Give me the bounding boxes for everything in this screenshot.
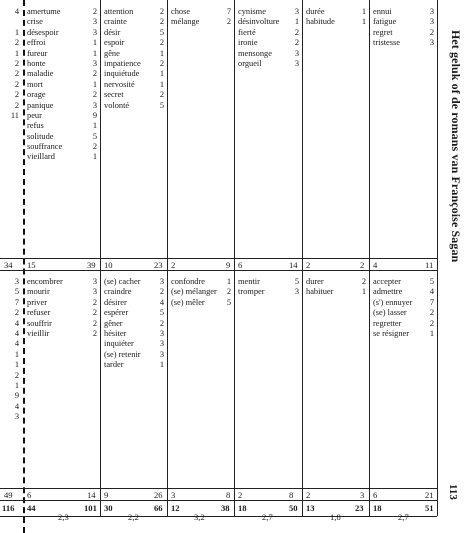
average-value: 1,8 [330, 512, 341, 522]
word-row [104, 28, 164, 38]
word: hésiter [104, 328, 127, 338]
top-column-1 [27, 7, 97, 163]
word-count: 2 [429, 318, 434, 328]
word: confondre [171, 277, 205, 286]
bottom-total: 2 [238, 490, 243, 500]
average-value: 2,3 [58, 512, 69, 522]
word-row [104, 17, 164, 27]
word-row [27, 49, 97, 59]
word: mourir [27, 287, 50, 297]
word-count: 3 [429, 7, 434, 16]
word: inquiétude [104, 69, 140, 79]
word-row [27, 298, 97, 308]
word: (se) retenir [104, 349, 141, 359]
margin-number: 9 [14, 391, 19, 401]
word-count: 1 [92, 121, 97, 131]
word-count: 5 [159, 308, 164, 318]
average-value: 2,7 [262, 512, 273, 522]
word-row [27, 7, 97, 17]
bottom-column-4 [238, 277, 299, 298]
word-row [373, 7, 434, 17]
grand-total: 23 [355, 503, 364, 513]
word-row [27, 142, 97, 152]
margin-number: 1 [14, 48, 19, 58]
word-row [306, 7, 366, 17]
word: gêner [104, 318, 123, 328]
word-count: 2 [226, 17, 231, 27]
margin-number [0, 132, 20, 142]
word: tristesse [373, 38, 400, 48]
word-count: 1 [361, 287, 366, 297]
word: tromper [238, 287, 265, 297]
margin-number: 3 [14, 412, 19, 422]
top-total: 2 [171, 260, 176, 270]
word-count: 2 [159, 90, 164, 100]
grand-total: 116 [2, 503, 15, 513]
word: crise [27, 17, 43, 27]
grand-total: 50 [289, 503, 298, 513]
top-total: 6 [238, 260, 243, 270]
word-count: 3 [92, 17, 97, 27]
left-margin-numbers-top [0, 7, 20, 163]
word: nervosité [104, 79, 135, 89]
page-number: 113 [447, 484, 459, 500]
word-row [27, 101, 97, 111]
margin-number [0, 142, 20, 152]
column-divider [437, 0, 438, 516]
word-count: 2 [92, 90, 97, 100]
word: mort [27, 79, 43, 89]
word: (se) mélanger [171, 287, 217, 297]
word: amertume [27, 7, 61, 16]
word-row [27, 308, 97, 318]
word: gêne [104, 48, 120, 58]
margin-number: 1 [14, 349, 19, 359]
word-row [27, 90, 97, 100]
word: panique [27, 100, 54, 110]
word-count: 2 [429, 27, 434, 37]
word-row [238, 28, 299, 38]
word-row [238, 277, 299, 287]
margin-number: 1 [14, 27, 19, 37]
word-row [238, 59, 299, 69]
word-count: 3 [92, 287, 97, 297]
word-count: 1 [294, 17, 299, 27]
word-row [104, 339, 164, 349]
top-total: 10 [104, 260, 113, 270]
word-row [104, 59, 164, 69]
margin-number: 11 [10, 110, 19, 120]
word-row [373, 28, 434, 38]
word-count: 4 [429, 287, 434, 297]
margin-number: 4 [14, 328, 19, 338]
word-row [104, 80, 164, 90]
bottom-total: 9 [104, 490, 109, 500]
word-count: 2 [294, 38, 299, 48]
word-count: 2 [92, 142, 97, 152]
word: impatience [104, 58, 141, 68]
word-count: 1 [361, 17, 366, 27]
row-divider [0, 500, 437, 501]
margin-number: 4 [14, 339, 19, 349]
top-column-2 [104, 7, 164, 111]
word: habituer [306, 287, 334, 297]
word: désinvolture [238, 17, 280, 27]
word-row [27, 132, 97, 142]
top-column-3 [171, 7, 231, 28]
word-count: 3 [429, 38, 434, 48]
word-count: 5 [294, 277, 299, 286]
word: durée [306, 7, 325, 16]
word: (s') ennuyer [373, 297, 413, 307]
word-count: 2 [92, 7, 97, 16]
word-row [104, 38, 164, 48]
word: se résigner [373, 328, 410, 338]
bottom-total: 3 [360, 490, 365, 500]
word-count: 2 [92, 308, 97, 318]
margin-number: 1 [14, 380, 19, 390]
word-row [104, 69, 164, 79]
word: effroi [27, 38, 46, 48]
word: honte [27, 58, 46, 68]
word-row [104, 101, 164, 111]
bottom-total: 6 [27, 490, 32, 500]
word-row [306, 287, 366, 297]
word-count: 5 [159, 27, 164, 37]
margin-number [0, 152, 20, 162]
word-count: 3 [92, 100, 97, 110]
running-title: Het geluk of de romans van Françoise Sagan [449, 30, 463, 263]
word: (se) cacher [104, 277, 141, 286]
grand-total: 18 [373, 503, 382, 513]
margin-number: 2 [14, 58, 19, 68]
word-count: 5 [159, 100, 164, 110]
word-count: 1 [361, 7, 366, 16]
word-count: 2 [294, 27, 299, 37]
margin-number: 2 [14, 90, 19, 100]
bottom-total: 26 [154, 490, 163, 500]
margin-number: 1 [14, 360, 19, 370]
bottom-column-5 [306, 277, 366, 298]
word-count: 9 [92, 110, 97, 120]
top-column-5 [306, 7, 366, 28]
top-total: 39 [87, 260, 96, 270]
bottom-total: 3 [171, 490, 176, 500]
average-value: 2,2 [128, 512, 139, 522]
left-margin-numbers-bottom [0, 277, 20, 433]
word: peur [27, 110, 42, 120]
word-count: 2 [159, 38, 164, 48]
margin-number: 2 [14, 370, 19, 380]
margin-number: 3 [14, 277, 19, 286]
word: orage [27, 90, 46, 100]
top-total: 15 [27, 260, 36, 270]
word-count: 2 [226, 287, 231, 297]
word-row [171, 287, 231, 297]
word: souffrir [27, 318, 52, 328]
word-row [306, 277, 366, 287]
word: solitude [27, 131, 54, 141]
word-count: 5 [226, 297, 231, 307]
bottom-total: 2 [306, 490, 311, 500]
word-count: 1 [159, 48, 164, 58]
word: volonté [104, 100, 130, 110]
bottom-column-3 [171, 277, 231, 308]
word: ironie [238, 38, 258, 48]
word-row [104, 360, 164, 370]
word-count: 1 [92, 38, 97, 48]
dashed-divider [23, 0, 25, 533]
word-row [27, 319, 97, 329]
word: cynisme [238, 7, 266, 16]
word-row [171, 17, 231, 27]
word-row [373, 38, 434, 48]
word: mensonge [238, 48, 272, 58]
word-count: 3 [92, 27, 97, 37]
word-count: 2 [159, 58, 164, 68]
word: chose [171, 7, 191, 16]
word-count: 2 [92, 328, 97, 338]
word: fierté [238, 27, 256, 37]
word-count: 1 [92, 48, 97, 58]
word-count: 2 [92, 318, 97, 328]
word-count: 3 [294, 7, 299, 16]
word: priver [27, 297, 47, 307]
word: mélange [171, 17, 200, 27]
word-count: 1 [226, 277, 231, 286]
margin-number: 4 [14, 7, 19, 16]
word: inquiéter [104, 339, 134, 349]
word: refuser [27, 308, 51, 318]
bottom-total: 49 [4, 490, 13, 500]
top-total: 9 [226, 260, 231, 270]
top-total: 2 [360, 260, 365, 270]
word-row [238, 287, 299, 297]
top-total: 14 [289, 260, 298, 270]
word: fatigue [373, 17, 397, 27]
margin-number [0, 121, 20, 131]
row-divider [0, 270, 437, 271]
word-count: 1 [429, 328, 434, 338]
average-value: 3,2 [194, 512, 205, 522]
bottom-column-6 [373, 277, 434, 339]
word-count: 2 [361, 277, 366, 286]
word-count: 5 [92, 131, 97, 141]
word-count: 2 [92, 69, 97, 79]
word-count: 1 [159, 69, 164, 79]
word-count: 3 [159, 328, 164, 338]
row-divider [0, 258, 437, 259]
margin-number: 2 [14, 79, 19, 89]
top-total: 23 [154, 260, 163, 270]
word-row [104, 7, 164, 17]
word: attention [104, 7, 134, 16]
word: crainte [104, 17, 127, 27]
word-count: 3 [294, 58, 299, 68]
row-divider [0, 488, 437, 489]
word-count: 2 [159, 17, 164, 27]
word: espérer [104, 308, 129, 318]
word: tarder [104, 360, 124, 370]
word-row [27, 121, 97, 131]
grand-total: 66 [154, 503, 163, 513]
word: vieillard [27, 152, 55, 162]
bottom-total: 8 [226, 490, 231, 500]
word-row [373, 329, 434, 339]
grand-total: 18 [238, 503, 247, 513]
word-row [238, 49, 299, 59]
word-row [104, 287, 164, 297]
word-row [373, 287, 434, 297]
word-row [373, 308, 434, 318]
bottom-total: 8 [289, 490, 294, 500]
margin-number: 2 [14, 69, 19, 79]
word-row [306, 17, 366, 27]
word-count: 3 [294, 48, 299, 58]
average-value: 2,7 [398, 512, 409, 522]
top-total: 2 [306, 260, 311, 270]
word-row [27, 287, 97, 297]
word: encombrer [27, 277, 63, 286]
word-row [27, 17, 97, 27]
grand-total: 13 [306, 503, 315, 513]
margin-number [0, 17, 20, 27]
word-row [27, 277, 97, 287]
word-row [171, 277, 231, 287]
word-count: 4 [159, 297, 164, 307]
word-row [238, 17, 299, 27]
top-total: 11 [425, 260, 434, 270]
word: (se) mêler [171, 297, 205, 307]
bottom-column-2 [104, 277, 164, 371]
word-row [171, 7, 231, 17]
word-row [373, 319, 434, 329]
bottom-column-1 [27, 277, 97, 339]
word: espoir [104, 38, 125, 48]
word-row [104, 298, 164, 308]
word: désespoir [27, 27, 59, 37]
word-row [27, 59, 97, 69]
margin-number [0, 422, 20, 432]
margin-number: 7 [14, 297, 19, 307]
word-count: 1 [92, 79, 97, 89]
word-row [104, 329, 164, 339]
word-row [171, 298, 231, 308]
word: regret [373, 27, 393, 37]
word-row [373, 298, 434, 308]
grand-total: 44 [27, 503, 36, 513]
word-count: 3 [159, 277, 164, 286]
bottom-total: 6 [373, 490, 378, 500]
word-count: 5 [429, 277, 434, 286]
word-count: 3 [92, 58, 97, 68]
word-row [104, 277, 164, 287]
word: ennui [373, 7, 392, 16]
word-count: 3 [159, 339, 164, 349]
grand-total: 38 [221, 503, 230, 513]
word-count: 3 [429, 17, 434, 27]
grand-total: 101 [84, 503, 97, 513]
top-column-4 [238, 7, 299, 69]
margin-number: 5 [14, 287, 19, 297]
word-count: 1 [159, 360, 164, 370]
word-row [27, 329, 97, 339]
word-row [104, 308, 164, 318]
word: vieillir [27, 328, 50, 338]
word-row [27, 38, 97, 48]
top-total: 34 [4, 260, 13, 270]
word-row [104, 319, 164, 329]
word-row [104, 350, 164, 360]
margin-number: 2 [14, 100, 19, 110]
word: souffrance [27, 142, 63, 152]
word-count: 2 [159, 318, 164, 328]
word: maladie [27, 69, 54, 79]
word: habitude [306, 17, 335, 27]
top-total: 4 [373, 260, 378, 270]
word-row [27, 69, 97, 79]
margin-number: 4 [14, 318, 19, 328]
word-row [27, 80, 97, 90]
word: fureur [27, 48, 48, 58]
word: accepter [373, 277, 401, 286]
word-row [104, 49, 164, 59]
word-row [373, 17, 434, 27]
word-count: 1 [159, 79, 164, 89]
word: orgueil [238, 58, 262, 68]
word: refus [27, 121, 44, 131]
word: admettre [373, 287, 403, 297]
word-count: 2 [92, 297, 97, 307]
grand-total: 12 [171, 503, 180, 513]
word-count: 3 [294, 287, 299, 297]
margin-number: 2 [14, 308, 19, 318]
word-row [238, 38, 299, 48]
bottom-total: 14 [87, 490, 96, 500]
word-count: 7 [429, 297, 434, 307]
word-row [27, 152, 97, 162]
top-column-6 [373, 7, 434, 49]
bottom-total: 21 [425, 490, 434, 500]
word-row [238, 7, 299, 17]
word: (se) lasser [373, 308, 407, 318]
word-row [104, 90, 164, 100]
word: désirer [104, 297, 127, 307]
word-count: 1 [92, 152, 97, 162]
word-row [27, 111, 97, 121]
grand-total: 30 [104, 503, 113, 513]
word-count: 2 [159, 287, 164, 297]
grand-total: 51 [425, 503, 434, 513]
word-row [373, 277, 434, 287]
word-count: 3 [159, 349, 164, 359]
word-count: 2 [429, 308, 434, 318]
word: craindre [104, 287, 132, 297]
word: secret [104, 90, 124, 100]
word: mentir [238, 277, 260, 286]
margin-number: 2 [14, 38, 19, 48]
word-row [27, 28, 97, 38]
word-count: 3 [92, 277, 97, 286]
word: durer [306, 277, 324, 286]
word: désir [104, 27, 121, 37]
word-count: 7 [226, 7, 231, 16]
margin-number: 4 [14, 401, 19, 411]
word: regretter [373, 318, 402, 328]
word-count: 2 [159, 7, 164, 16]
